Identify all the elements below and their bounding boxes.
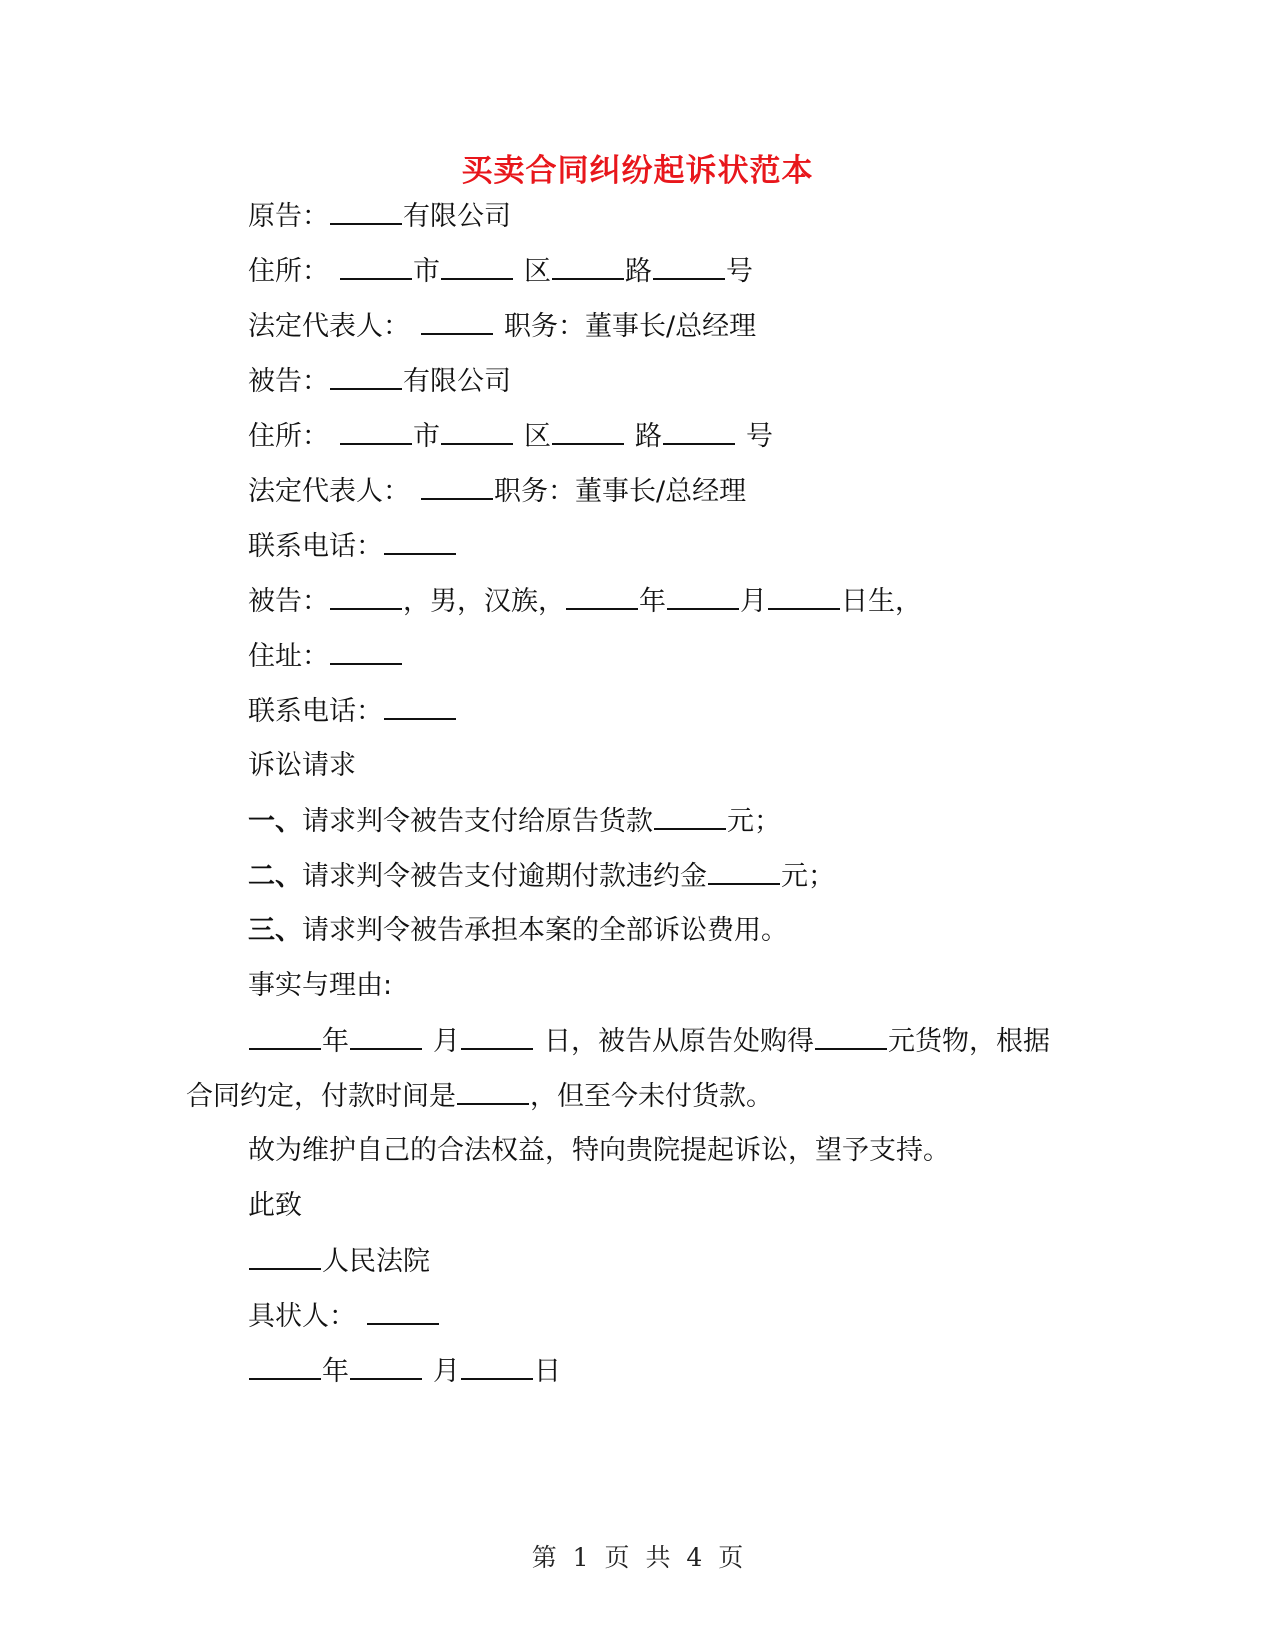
claim-2: 二、请求判令被告支付逾期付款违约金 元；	[248, 853, 835, 899]
blank	[667, 578, 739, 610]
signer-line: 具状人：	[248, 1293, 440, 1339]
blank	[330, 578, 402, 610]
blank	[350, 1018, 422, 1050]
plaintiff-line: 原告： 有限公司	[248, 193, 511, 239]
conclusion: 故为维护自己的合法权益，特向贵院提起诉讼，望予支持。	[248, 1135, 950, 1166]
plaintiff-address-line: 住所： 市 区 路 号	[248, 248, 753, 294]
blank	[654, 798, 726, 830]
blank	[340, 248, 412, 280]
blank	[461, 1018, 533, 1050]
blank	[350, 1348, 422, 1380]
blank	[566, 578, 638, 610]
blank	[367, 1293, 439, 1325]
blank	[249, 1018, 321, 1050]
blank	[330, 633, 402, 665]
blank	[461, 1348, 533, 1380]
blank	[653, 248, 725, 280]
blank	[708, 853, 780, 885]
blank	[384, 688, 456, 720]
blank	[421, 303, 493, 335]
blank	[249, 1348, 321, 1380]
claim-3: 三、请求判令被告承担本案的全部诉讼费用。	[248, 915, 788, 946]
document-title: 买卖合同纠纷起诉状范本	[461, 153, 814, 189]
blank	[552, 413, 624, 445]
blank	[815, 1018, 887, 1050]
defendant-rep-line: 法定代表人： 职务：董事长/总经理	[248, 468, 746, 514]
blank	[330, 358, 402, 390]
court-line: 人民法院	[248, 1238, 430, 1284]
facts-heading: 事实与理由:	[248, 970, 393, 1001]
blank	[768, 578, 840, 610]
blank	[552, 248, 624, 280]
defendant2-phone-line: 联系电话：	[248, 688, 457, 734]
blank	[330, 193, 402, 225]
defendant2-address-line: 住址：	[248, 633, 403, 679]
blank	[421, 468, 493, 500]
facts-paragraph-line-2: 合同约定，付款时间是 ，但至今未付货款。	[186, 1073, 773, 1119]
blank	[663, 413, 735, 445]
blank	[441, 248, 513, 280]
blank	[457, 1073, 529, 1105]
defendant-address-line: 住所： 市 区 路 号	[248, 413, 773, 459]
salutation: 此致	[248, 1190, 302, 1221]
blank	[384, 523, 456, 555]
blank	[249, 1238, 321, 1270]
claim-1: 一、请求判令被告支付给原告货款 元；	[248, 798, 781, 844]
defendant-phone-line: 联系电话：	[248, 523, 457, 569]
date-line: 年 月 日	[248, 1348, 561, 1394]
blank	[340, 413, 412, 445]
plaintiff-rep-line: 法定代表人： 职务：董事长/总经理	[248, 303, 756, 349]
claims-heading: 诉讼请求	[248, 750, 356, 781]
blank	[441, 413, 513, 445]
defendant2-line: 被告： ，男，汉族， 年 月 日生，	[248, 578, 922, 624]
facts-paragraph-line-1: 年 月 日，被告从原告处购得 元货物，根据	[248, 1018, 1050, 1064]
defendant-line: 被告： 有限公司	[248, 358, 511, 404]
page-footer: 第 1 页 共 4 页	[531, 1543, 744, 1572]
